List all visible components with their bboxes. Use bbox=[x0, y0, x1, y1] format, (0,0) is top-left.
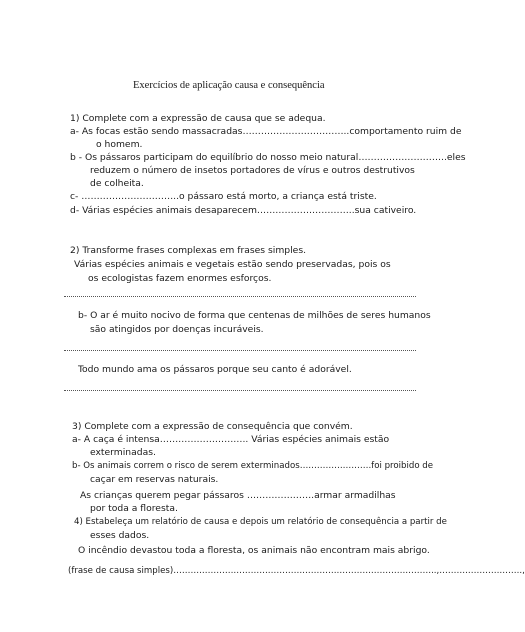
q3-item-c-line1: As crianças querem pegar pássaros ………………….armar armadilhas bbox=[80, 490, 396, 501]
q1-item-a-line2: o homem. bbox=[96, 139, 143, 150]
q2-item-a-line2: os ecologistas fazem enormes esforços. bbox=[88, 273, 272, 284]
q4-heading-line2: esses dados. bbox=[90, 530, 150, 541]
q4-sentence: O incêndio devastou toda a floresta, os animais não encontram mais abrigo. bbox=[78, 545, 430, 556]
q1-item-d: d- Várias espécies animais desaparecem…………………………..sua cativeiro. bbox=[70, 205, 417, 216]
q1-item-b-line2: reduzem o número de insetos portadores de vírus e outros destrutivos bbox=[90, 165, 415, 176]
q3-item-a-line2: exterminadas. bbox=[90, 447, 156, 458]
q4-answer-line[interactable]: (frase de causa simples)………………………………………………………………………………..,……………………….., bbox=[68, 566, 525, 576]
answer-line-1[interactable] bbox=[64, 296, 416, 297]
answer-line-3[interactable] bbox=[64, 390, 416, 391]
q3-heading: 3) Complete com a expressão de consequência que convém. bbox=[72, 421, 353, 432]
q2-item-a-line1: Várias espécies animais e vegetais estão sendo preservadas, pois os bbox=[74, 259, 391, 270]
q2-heading: 2) Transforme frases complexas em frases simples. bbox=[70, 245, 307, 256]
q1-item-b-line3: de colheita. bbox=[90, 178, 144, 189]
q2-item-c: Todo mundo ama os pássaros porque seu canto é adorável. bbox=[78, 364, 352, 375]
q2-item-b-line1: b- O ar é muito nocivo de forma que centenas de milhões de seres humanos bbox=[78, 310, 431, 321]
page-title: Exercícios de aplicação causa e consequência bbox=[133, 80, 325, 91]
q2-item-b-line2: são atingidos por doenças incuráveis. bbox=[90, 324, 264, 335]
q3-item-b-line1: b- Os animais correm o risco de serem exterminados…………………….foi proibido de bbox=[72, 461, 434, 471]
q1-item-a-line1: a- As focas estão sendo massacradas……………………………..comportamento ruim de bbox=[70, 126, 462, 137]
answer-line-2[interactable] bbox=[64, 350, 416, 351]
q3-item-c-line2: por toda a floresta. bbox=[90, 503, 178, 514]
q1-heading: 1) Complete com a expressão de causa que se adequa. bbox=[70, 113, 326, 124]
q4-heading: 4) Estabeleça um relatório de causa e depois um relatório de consequência a partir de bbox=[74, 517, 447, 527]
q1-item-c: c- …………………………..o pássaro está morto, a criança está triste. bbox=[70, 191, 377, 202]
q3-item-a-line1: a- A caça é intensa……………………….. Várias espécies animais estão bbox=[72, 434, 390, 445]
q3-item-b-line2: caçar em reservas naturais. bbox=[90, 474, 219, 485]
q1-item-b-line1: b - Os pássaros participam do equilíbrio do nosso meio natural………………………..eles bbox=[70, 152, 466, 163]
